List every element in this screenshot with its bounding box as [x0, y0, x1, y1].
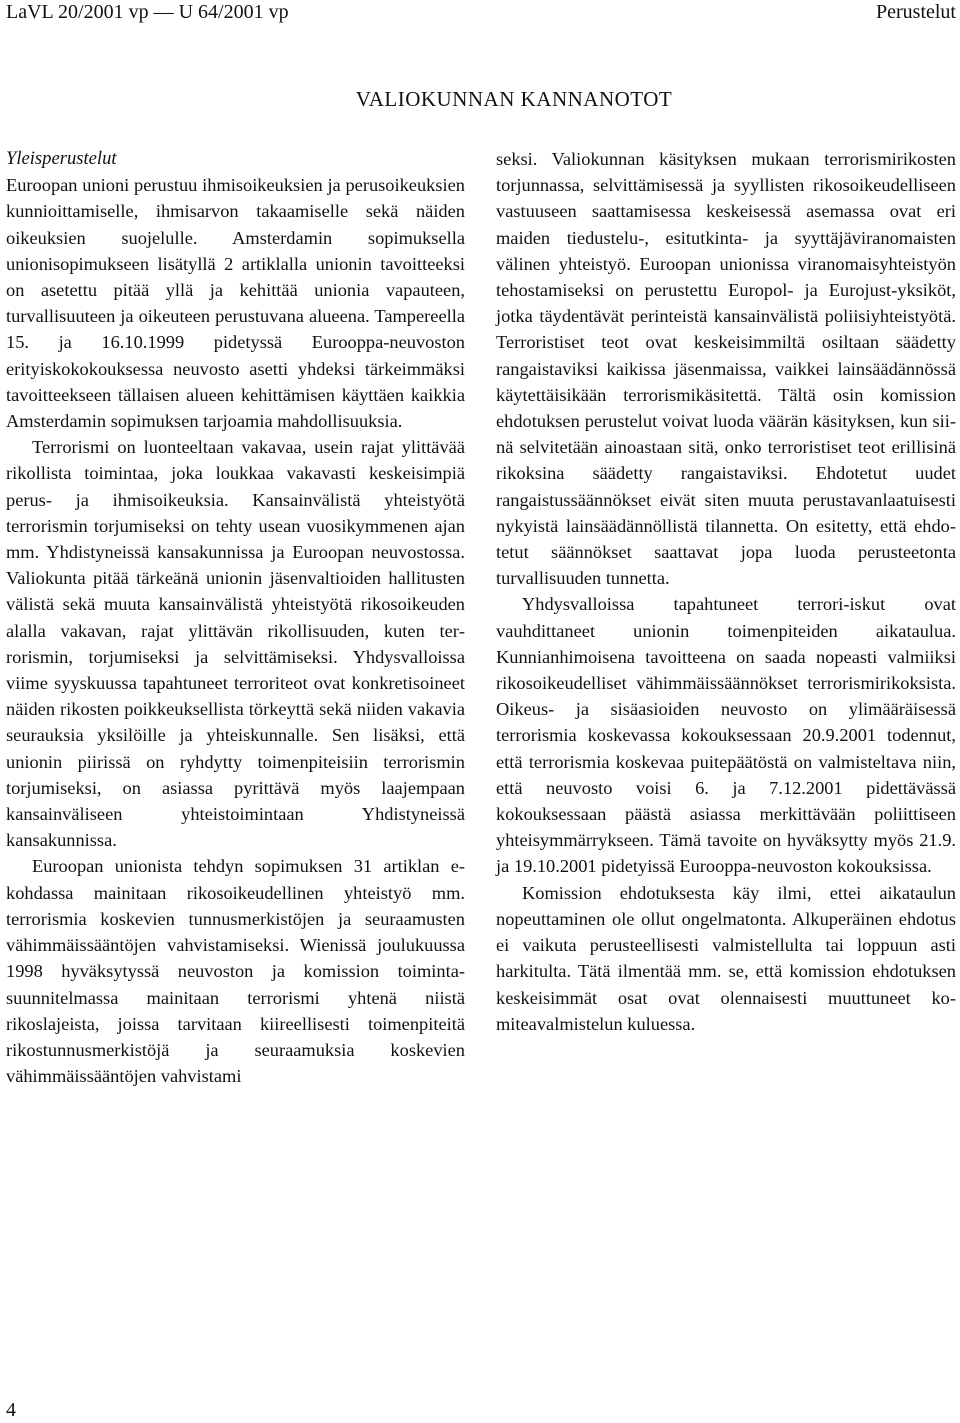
- section-title: VALIOKUNNAN KANNANOTOT: [355, 87, 673, 111]
- paragraph: seksi. Valiokunnan käsityksen mukaan terrorismirikosten torjunnassa, selvittämisessä ja syyllisten rikosoikeudelliseen vastuuseen saattamisessa keskeisessä asemassa ovat eri maiden tiedustelu-, esitutkinta- ja syyttäjäviranomaisten välinen yhteistyö. Euroopan unionissa viranomaisyhteistyön tehostamiseksi on perustettu Europol- ja Eurojust-yksiköt, jotka täydentävät perinteistä kansainvälistä poliisiyhteistyötä. Terroristiset teot ovat keskeisimmiltä osiltaan säädetty rangaistaviksi kaikissa jäsenmaissa, vaikkei lainsäädännössä käytettäisikään terrorismikäsitettä. Tältä osin komission ehdotuksen perustelut voivat luoda väärän käsityksen, kun siinä selvitetään ainoastaan sitä, onko terroristiset teot erillisinä rikoksina säädetty rangaistaviksi. Ehdotetut uudet rangaistussäännökset eivät siten muuta perustavanlaatuisesti nykyistä lainsäädännöllistä tilannetta. On esitetty, että ehdotetut säännökset saattavat jopa luoda perusteetonta turvallisuuden tunnetta.: [496, 149, 956, 589]
- running-header-left: LaVL 20/2001 vp — U 64/2001 vp: [6, 1, 289, 23]
- paragraph: Komission ehdotuksesta käy ilmi, ettei aikataulun nopeuttaminen ole ollut ongelmatonta. Alkuperäinen ehdotus ei vaikuta perusteellisesti valmistellulta tai loppuun asti harkitulta. Tätä ilmentää mm. se, että komission ehdotuksen keskeisimmät osat ovat olennaisesti muuttuneet komiteavalmistelun kuluessa.: [496, 882, 956, 1034]
- running-header-right: Perustelut: [876, 1, 956, 23]
- paragraph: Euroopan unionista tehdyn sopimuksen 31 artiklan e-kohdassa mainitaan rikosoikeudellinen yhteistyö mm. terrorismia koskevien tunnusmerkistöjen ja seuraamusten vähimmäissääntöjen vahvistamiseksi. Wienissä joulukuussa 1998 hyväksytyssä neuvoston ja komission toimintasuunnitelmassa mainitaan terrorismi yhtenä niistä rikoslajeista, joissa tarvitaan kiireellisesti toimenpiteitä rikostunnusmerkistöjä ja seuraamuksia koskevien vähimmäissääntöjen vahvistami: [6, 856, 465, 1087]
- paragraph: Yhdysvalloissa tapahtuneet terrori-iskut ovat vauhdittaneet unionin toimenpiteiden aikataulua. Kunnianhimoisena tavoitteena on saada nopeasti valmiiksi rikosoikeudelliset vähimmäissäännökset terrorismirikoksista. Oikeus- ja sisäasioiden neuvosto on ylimääräisessä terrorismia koskevassa kokouksessaan 20.9.2001 todennut, että terrorismia koskevaa puitepäätöstä on valmisteltava niin, että neuvosto voisi 6. ja 7.12.2001 pidettävässä kokouksessaan päästä asiassa merkittävään poliittiseen yhteisymmärrykseen. Tämä tavoite on hyväksytty myös 21.9. ja 19.10.2001 pidetyissä Eurooppa-neuvoston kokouksissa.: [496, 594, 956, 877]
- paragraph: Euroopan unioni perustuu ihmisoikeuksien ja perusoikeuksien kunnioittamiselle, ihmisarvon takaamiselle sekä näiden oikeuksien suojelulle. Amsterdamin sopimuksella unionisopimukseen lisätyllä 2 artiklalla unionin tavoitteeksi on asetettu pitää yllä ja kehittää unionia vapauteen, turvallisuuteen ja oikeuteen perustuvana alueena. Tampereella 15. ja 16.10.1999 pidetyssä Eurooppa-neuvoston erityiskokokouksessa neuvosto asetti yhdeksi tärkeimmäksi tavoitteekseen tällaisen alueen kehittämisen käyttäen kaikkia Amsterdamin sopimuksen tarjoamia mahdollisuuksia.: [6, 175, 465, 432]
- left-column: [6, 146, 465, 1089]
- right-column: [496, 146, 956, 1037]
- page-number: 4: [6, 1399, 16, 1421]
- paragraph: Terrorismi on luonteeltaan vakavaa, usein rajat ylittävää rikollista toimintaa, joka loukkaa vakavasti keskeisimpiä perus- ja ihmisoikeuksia. Kansainvälistä yhteistyötä terrorismin torjumiseksi on tehty usean vuosikymmenen ajan mm. Yhdistyneissä kansakunnissa ja Euroopan neuvostossa. Valiokunta pitää tärkeänä unionin jäsenvaltioiden hallitusten välistä sekä muuta kansainvälistä yhteistyötä rikosoikeuden alalla vakavan, rajat ylittävän rikollisuuden, kuten terrorismin, torjumiseksi ja selvittämiseksi. Yhdysvalloissa viime syyskuussa tapahtuneet terroriteot ovat konkretisoineet näiden rikosten poikkeuksellista törkeyttä sekä niiden vakavia seurauksia yksilöille ja yhteiskunnalle. Sen lisäksi, että unionin piirissä on ryhdytty toimenpiteisiin terrorismin torjumiseksi, on asiassa pyrittävä myös laajempaan kansainväliseen yhteistoimintaan Yhdistyneissä kansakunnissa.: [6, 437, 465, 851]
- subheading: Yleisperustelut: [6, 148, 117, 169]
